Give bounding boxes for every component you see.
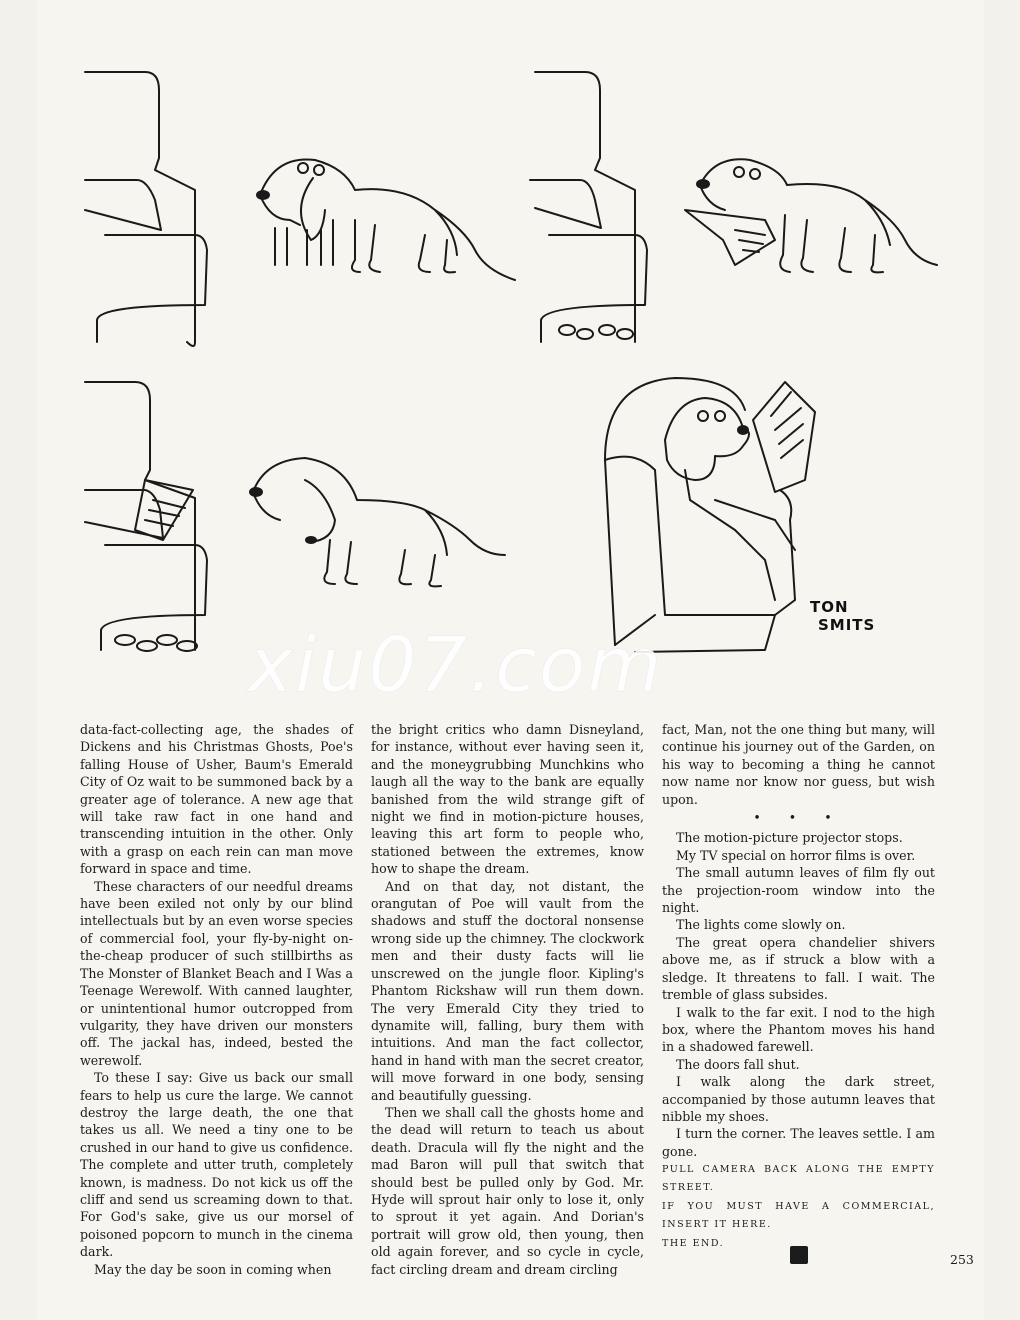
panel-3 [85,382,505,651]
site-watermark: xiu07.com [248,620,664,709]
page-number: 253 [950,1252,974,1267]
stage-direction: THE END. [662,1238,725,1250]
text-column-2 [371,721,644,1278]
paragraph: I walk along the dark street, accompanied by those autumn leaves that nibble my shoes. [662,1074,935,1124]
paragraph: The great opera chandelier shivers above me, as if struck a blow with a sledge. It threatens to fall. I wait. The tremble of glass subsides. [662,934,935,1003]
paragraph: These characters of our needful dreams have been exiled not only by our blind intellectuals but by an even worse species of commercial fool, your fly-by-night on-the-cheap producer of such stillbirths as The Monster of Blanket Beach and I Was a Teenage Werewolf. With canned laughter, or unintentional humor outcropped from vulgarity, they have driven our monsters off. The jackal has, indeed, bested the werewolf. [80,878,353,1068]
paragraph: I turn the corner. The leaves settle. I am gone. [662,1126,935,1159]
paragraph: The motion-picture projector stops. [676,830,903,846]
paragraph: My TV special on horror films is over. [676,847,916,863]
paragraph: The lights come slowly on. [676,917,846,933]
playboy-bunny-icon [790,1246,808,1264]
paragraph: I walk to the far exit. I nod to the high box, where the Phantom moves his hand in a shadowed farewell. [662,1004,935,1055]
stage-direction: PULL CAMERA BACK ALONG THE EMPTY STREET. [662,1164,935,1194]
paragraph: The small autumn leaves of film fly out the projection-room window into the night. [662,865,935,916]
paragraph: Then we shall call the ghosts home and the dead will return to teach us about death. Dracula will fly the night and the mad Baron will pull that switch that should best be pulled only by God. Mr. Hyde will sprout hair only to lose it, only to sprout it yet again. And Dorian's portrait will grow old, then young, then old again forever, and so cycle in cycle, fact circling dream and dream circling [371,1104,644,1277]
panel-2 [530,72,937,342]
text-column-3 [662,721,935,1253]
panel-4 [605,378,815,652]
paragraph: the bright critics who damn Disneyland, for instance, without ever having seen it, and the moneygrubbing Munchkins who laugh all the way to the bank are equally banished from the wild strange gift of night we find in motion-picture houses, leaving this art form to people who, stationed between the extremes, know how to shape the dream. [371,722,644,877]
artist-signature: TON SMITS [810,598,876,634]
stage-direction: IF YOU MUST HAVE A COMMERCIAL, INSERT IT HERE. [662,1201,935,1231]
paragraph: May the day be soon in coming when [94,1261,332,1277]
paragraph: data-fact-collecting age, the shades of Dickens and his Christmas Ghosts, Poe's falling House of Usher, Baum's Emerald City of Oz wait to be summoned back by a greater age of tolerance. A new age that will take raw fact in one hand and transcending intuition in the other. Only with a grasp on each rein can man move forward in space and time. [80,722,353,877]
text-column-1 [80,721,353,1278]
paragraph: fact, Man, not the one thing but many, will continue his journey out of the Garden, on his way to becoming a thing he cannot now name nor know nor guess, but wish upon. [662,722,935,807]
dog-cartoon-illustration [75,60,945,690]
paragraph: To these I say: Give us back our small fears to help us cure the large. We cannot destroy the large death, the one that takes us all. We need a tiny one to be crushed in our hand to give us confidence. The complete and utter truth, completely known, is madness. Do not kick us off the cliff and send us screaming down to that. For God's sake, give us our morsel of poisoned popcorn to munch in the cinema dark. [80,1070,353,1260]
section-separator: • • • [753,810,844,826]
paragraph: And on that day, not distant, the orangutan of Poe will vault from the shadows and stuff the doctoral nonsense wrong side up the chimney. The clockwork men and their dusty facts will lie unscrewed on the jungle floor. Kipling's Phantom Rickshaw will run them down. The very Emerald City they tried to dynamite will, falling, bury them with intuitions. And man the fact collector, hand in hand with man the secret creator, will move forward in one body, sensing and beautifully guessing. [371,878,644,1103]
paragraph: The doors fall shut. [676,1056,800,1072]
panel-1 [85,72,515,346]
